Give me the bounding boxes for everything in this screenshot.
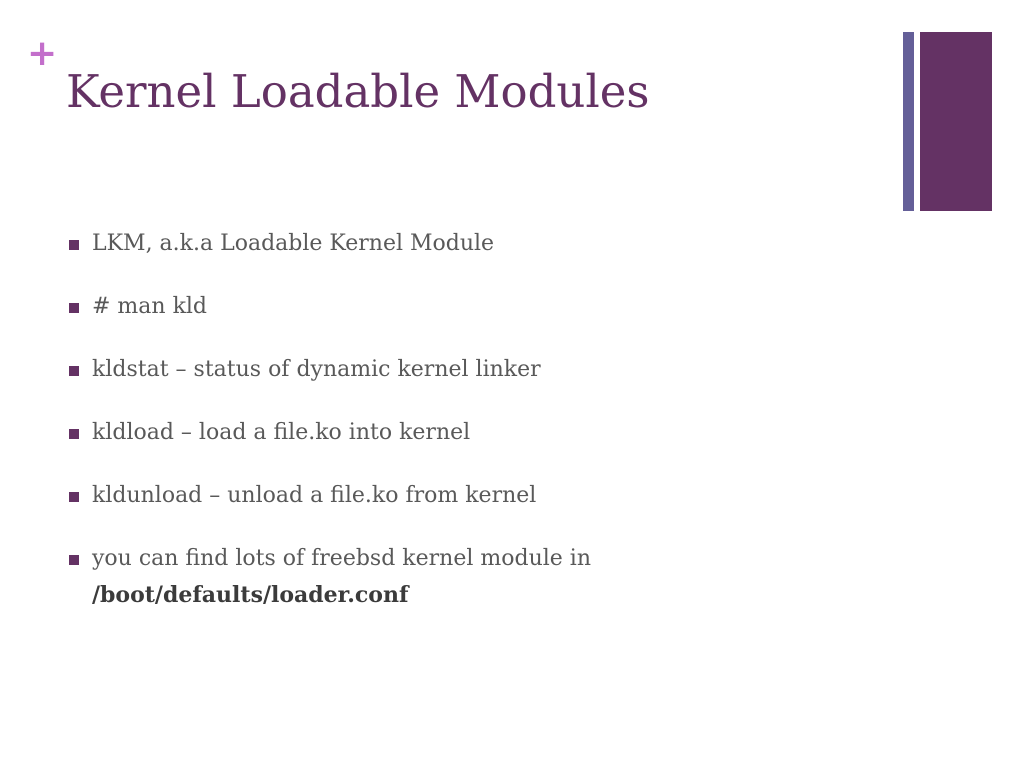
bullet-square-icon bbox=[69, 303, 79, 313]
bullet-item-kldunload bbox=[66, 478, 826, 514]
bullet-text: you can find lots of freebsd kernel module in bbox=[92, 546, 591, 571]
bullet-text: LKM, a.k.a Loadable Kernel Module bbox=[92, 231, 495, 256]
bullet-square-icon bbox=[69, 492, 79, 502]
bullet-list bbox=[66, 226, 826, 640]
bullet-item-kldstat bbox=[66, 352, 826, 388]
bullet-text: # man kld bbox=[92, 294, 208, 319]
accent-bar-thin bbox=[903, 32, 914, 211]
bullet-item-lkm bbox=[66, 226, 826, 262]
bullet-square-icon bbox=[69, 429, 79, 439]
plus-icon: + bbox=[27, 33, 58, 74]
bullet-square-icon bbox=[69, 555, 79, 565]
bullet-item-man-kld bbox=[66, 289, 826, 325]
bullet-item-freebsd-modules bbox=[66, 541, 826, 613]
bullet-item-kldload bbox=[66, 415, 826, 451]
bullet-square-icon bbox=[69, 366, 79, 376]
bullet-text: kldstat – status of dynamic kernel linker bbox=[92, 357, 541, 382]
accent-bar-wide bbox=[920, 32, 992, 211]
bullet-text: kldunload – unload a file.ko from kernel bbox=[92, 483, 537, 508]
bullet-path-text: /boot/defaults/loader.conf bbox=[92, 582, 409, 608]
bullet-square-icon bbox=[69, 240, 79, 250]
bullet-text: kldload – load a file.ko into kernel bbox=[92, 420, 471, 445]
slide-title: Kernel Loadable Modules bbox=[66, 65, 650, 118]
